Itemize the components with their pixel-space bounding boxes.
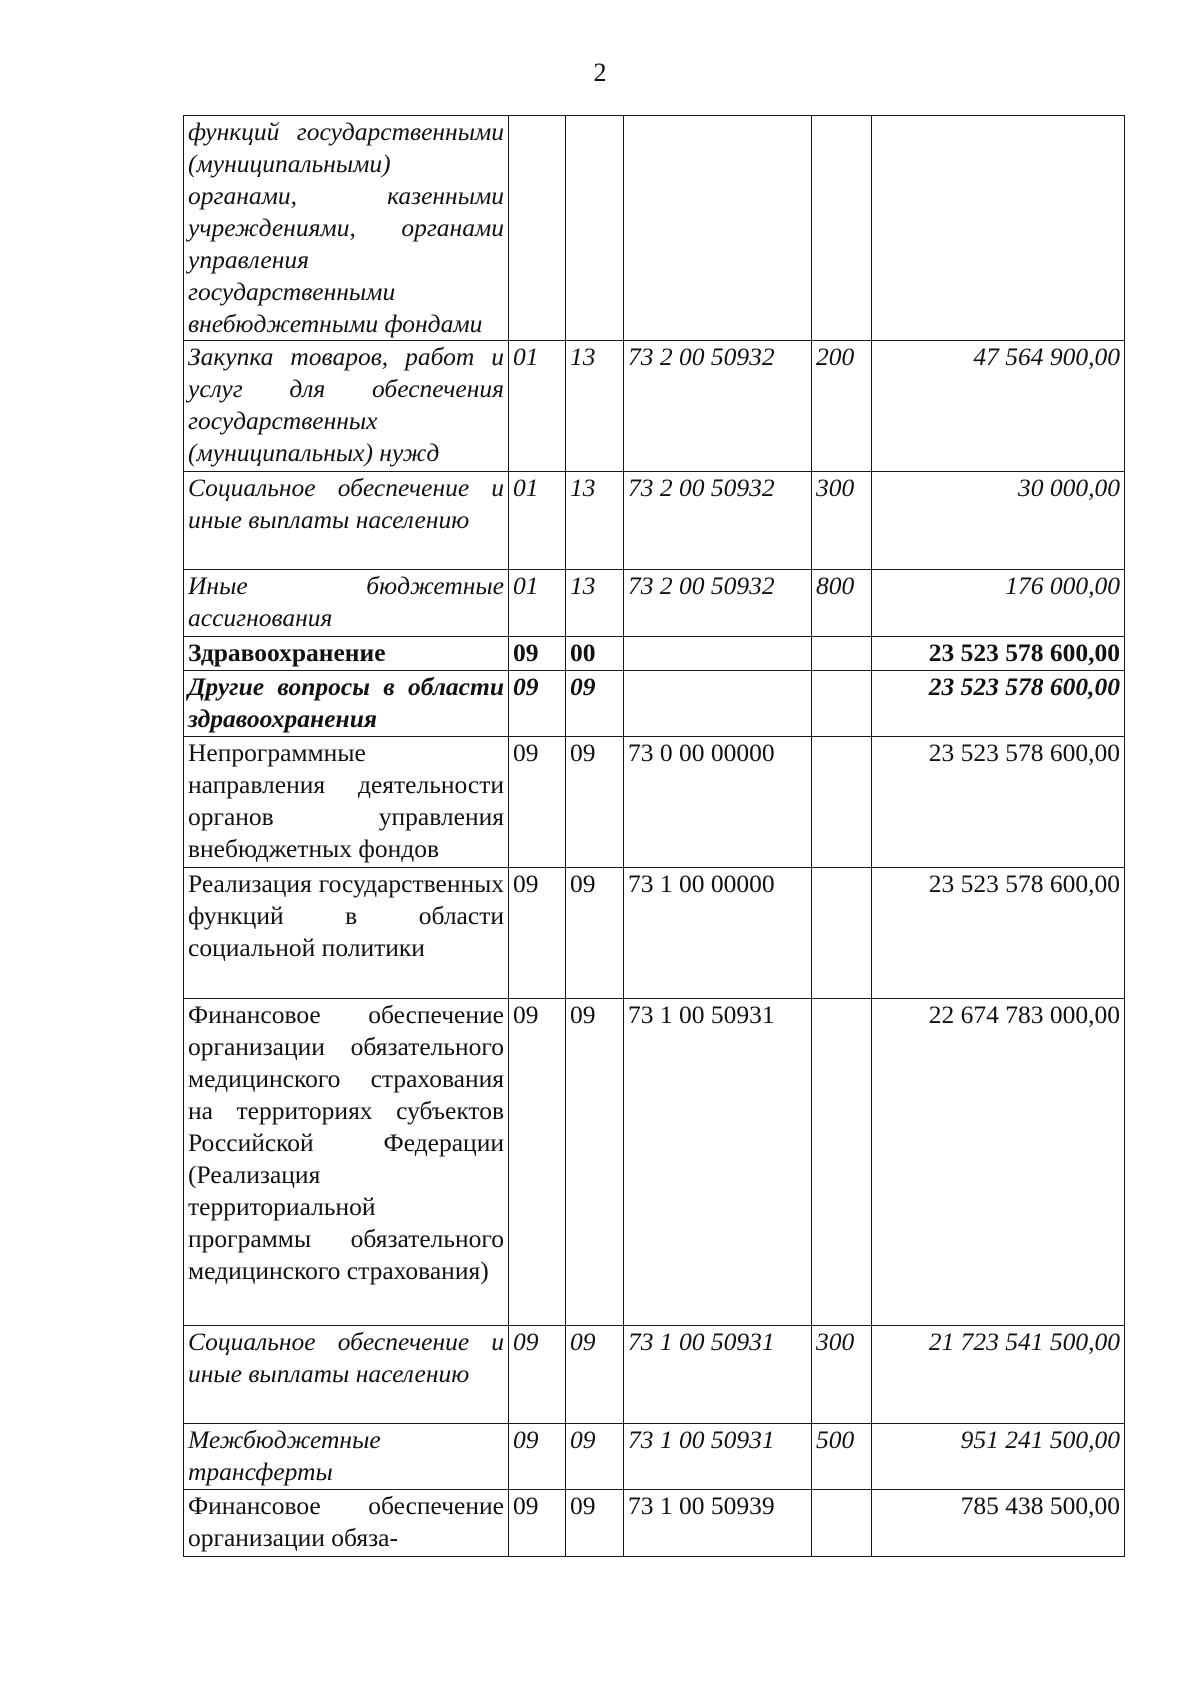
row-csr: 73 2 00 50932	[624, 341, 812, 472]
table-row	[184, 637, 1125, 671]
row-vr	[812, 737, 872, 868]
row-rz: 09	[509, 637, 566, 671]
row-rz: 01	[509, 570, 566, 637]
row-name: Финансовое обеспечение организации обязательного медицинского страхования на территориях субъектов Российской Федерации (Реализация территориальной программы обязательного медицинского страхования)	[184, 999, 509, 1326]
table-row	[184, 671, 1125, 737]
row-csr	[624, 671, 812, 737]
row-name: Здравоохранение	[184, 637, 509, 671]
row-csr: 73 1 00 00000	[624, 868, 812, 999]
row-csr: 73 0 00 00000	[624, 737, 812, 868]
row-name: Закупка товаров, работ и услуг для обеспечения государственных (муниципальных) нужд	[184, 341, 509, 472]
row-csr	[624, 637, 812, 671]
row-pr: 09	[566, 999, 624, 1326]
row-vr	[812, 116, 872, 341]
row-sum: 951 241 500,00	[872, 1424, 1125, 1490]
page-number: 2	[593, 58, 607, 87]
row-csr	[624, 116, 812, 341]
row-vr	[812, 1490, 872, 1557]
row-sum: 23 523 578 600,00	[872, 671, 1125, 737]
row-sum: 30 000,00	[872, 472, 1125, 570]
row-sum: 21 723 541 500,00	[872, 1326, 1125, 1424]
row-sum	[872, 116, 1125, 341]
row-sum: 47 564 900,00	[872, 341, 1125, 472]
row-pr: 13	[566, 341, 624, 472]
row-name: Социальное обеспечение и иные выплаты населению	[184, 472, 509, 570]
row-rz: 09	[509, 999, 566, 1326]
row-name: Финансовое обеспечение организации обяза-	[184, 1490, 509, 1557]
row-name: Социальное обеспечение и иные выплаты населению	[184, 1326, 509, 1424]
row-pr: 09	[566, 1326, 624, 1424]
table-row	[184, 472, 1125, 570]
row-name: Другие вопросы в области здравоохранения	[184, 671, 509, 737]
table-row	[184, 1490, 1125, 1557]
row-vr	[812, 637, 872, 671]
row-sum: 23 523 578 600,00	[872, 737, 1125, 868]
row-sum: 785 438 500,00	[872, 1490, 1125, 1557]
row-vr: 500	[812, 1424, 872, 1490]
row-csr: 73 1 00 50931	[624, 999, 812, 1326]
row-csr: 73 1 00 50939	[624, 1490, 812, 1557]
row-pr: 09	[566, 737, 624, 868]
row-pr: 09	[566, 671, 624, 737]
table-row	[184, 570, 1125, 637]
row-pr: 13	[566, 472, 624, 570]
table-row	[184, 868, 1125, 999]
row-rz: 09	[509, 1424, 566, 1490]
row-pr	[566, 116, 624, 341]
row-pr: 09	[566, 1490, 624, 1557]
row-vr	[812, 999, 872, 1326]
row-vr	[812, 868, 872, 999]
row-vr: 300	[812, 1326, 872, 1424]
row-vr: 300	[812, 472, 872, 570]
row-sum: 176 000,00	[872, 570, 1125, 637]
row-name: Межбюджетные трансферты	[184, 1424, 509, 1490]
row-rz	[509, 116, 566, 341]
table-row	[184, 1326, 1125, 1424]
budget-table	[183, 115, 1125, 1557]
row-rz: 01	[509, 341, 566, 472]
row-name: Иные бюджетные ассигнования	[184, 570, 509, 637]
row-pr: 09	[566, 868, 624, 999]
row-rz: 09	[509, 868, 566, 999]
row-vr: 200	[812, 341, 872, 472]
row-name: Реализация государственных функций в области социальной политики	[184, 868, 509, 999]
row-sum: 23 523 578 600,00	[872, 868, 1125, 999]
row-sum: 23 523 578 600,00	[872, 637, 1125, 671]
table-row	[184, 341, 1125, 472]
row-pr: 13	[566, 570, 624, 637]
row-rz: 09	[509, 1490, 566, 1557]
row-rz: 01	[509, 472, 566, 570]
row-csr: 73 2 00 50932	[624, 472, 812, 570]
row-sum: 22 674 783 000,00	[872, 999, 1125, 1326]
table-row	[184, 737, 1125, 868]
row-rz: 09	[509, 737, 566, 868]
row-csr: 73 2 00 50932	[624, 570, 812, 637]
row-rz: 09	[509, 671, 566, 737]
row-name: функций государственными (муниципальными) органами, казенными учреждениями, органами управления государственными внебюджетными фондами	[184, 116, 509, 341]
row-pr: 09	[566, 1424, 624, 1490]
row-pr: 00	[566, 637, 624, 671]
table-row	[184, 1424, 1125, 1490]
row-csr: 73 1 00 50931	[624, 1424, 812, 1490]
row-rz: 09	[509, 1326, 566, 1424]
row-csr: 73 1 00 50931	[624, 1326, 812, 1424]
table-row	[184, 116, 1125, 341]
row-vr	[812, 671, 872, 737]
row-name: Непрограммные направления деятельности органов управления внебюджетных фондов	[184, 737, 509, 868]
table-row	[184, 999, 1125, 1326]
row-vr: 800	[812, 570, 872, 637]
